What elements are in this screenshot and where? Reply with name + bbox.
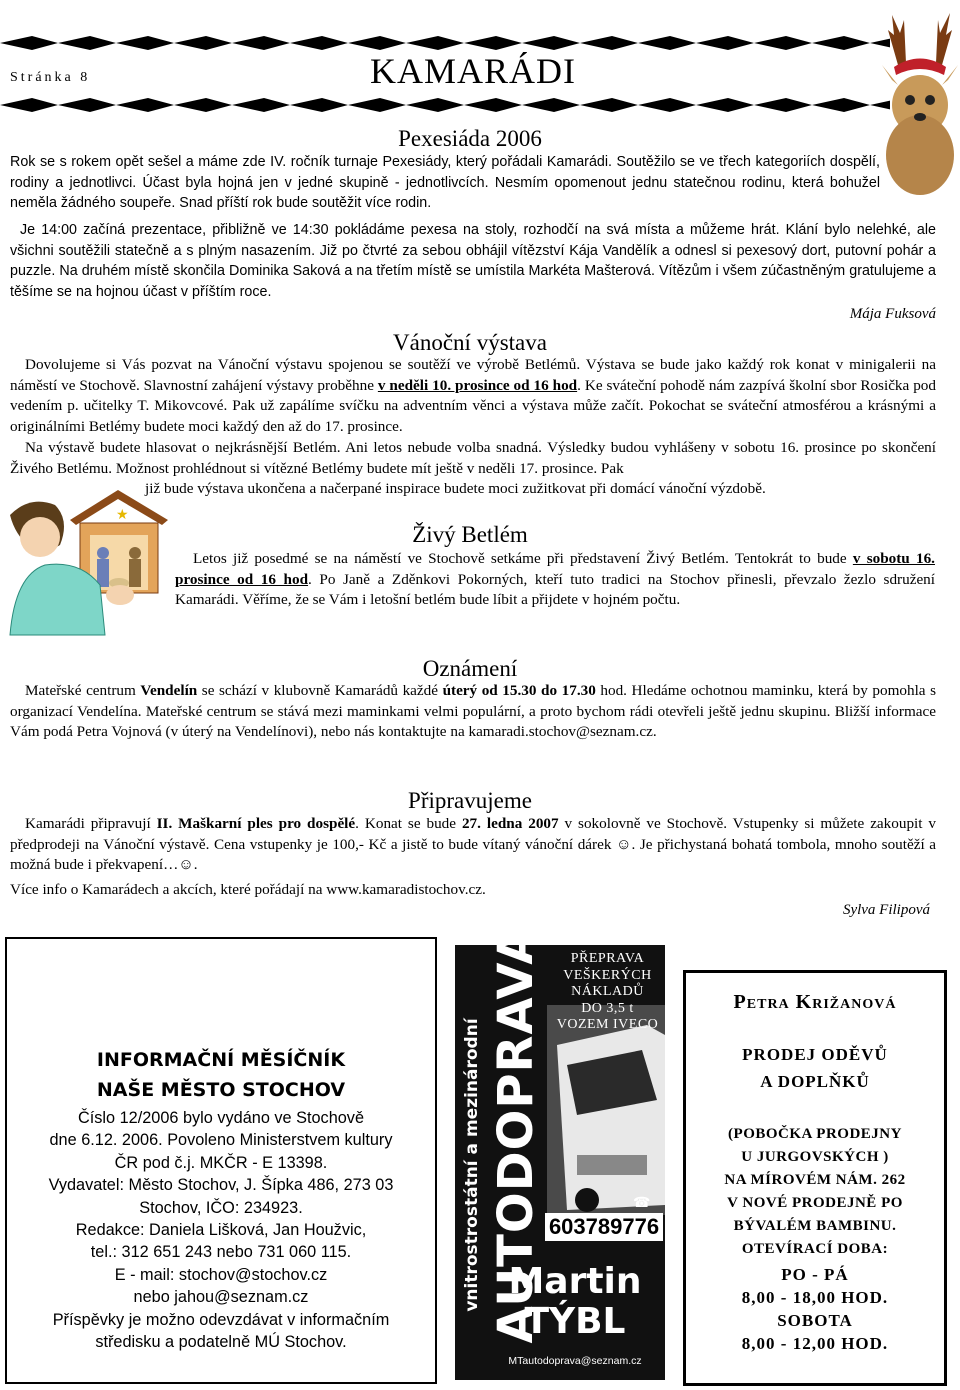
pripravujeme-paragraph: Kamarádi připravují II. Maškarní ples pro dospělé. Konat se bude 27. ledna 2007 v sokolovně ve Stochově. Vstupenky si můžete zakoupit v předprodeji na Vánoční výstavě. Cena vstupenky je 100,- Kč a jistě to bude vítaný vánoční dárek ☺. Je přichystaná bohatá tombola, mnoho soutěží a možná bude i překvapení…☺. <box>10 815 937 874</box>
vystava-paragraph-1: Dovolujeme si Vás pozvat na Vánoční výstavu spojenou se soutěží ve výrobě Betlémů. Výstava se bude jako každý rok konat v minigalerii na náměstí ve Stochově. Slavnostní zahájení výstavy proběhne v neděli 10. prosince od 16 hod. Ke sváteční pohodě nám zazpívá školní sbor Rosička pod vedením p. učitelky T. Mikovcové. Pak už zapálíme svíčku na adventním věnci a výstava může začít. Pokochat se sváteční atmosférou a krásnými a originálními Betlémy budete moci každý den až do 17. prosince. <box>10 356 936 436</box>
ad-line: A DOPLŇKŮ <box>760 1072 870 1091</box>
section-title-pexesiada: Pexesiáda 2006 <box>398 126 542 151</box>
section-title-pripravujeme: Připravujeme <box>408 788 532 813</box>
info-box-line: ČR pod č.j. MKČR - E 13398. <box>114 1153 328 1172</box>
header-zigzag-bottom <box>0 96 890 114</box>
betlem-paragraph: Letos již posedmé se na náměstí ve Stochově setkáme při představení Živý Betlém. Tentokrát to bude v sobotu 16. prosince od 16 hod. Po Janě a Zděnkovi Pokorných, kteří tuto tradici na Stochov přinesli, převzalo žezlo sdružení Kamarádi. Věříme, že se Vám i letošní betlém bude líbit a přijdete v hojném počtu. <box>175 550 935 609</box>
autodoprava-sign-line: DO 3,5 t <box>581 1000 634 1016</box>
section-title-oznameni: Oznámení <box>422 656 518 681</box>
autodoprava-name-1: Martin <box>508 1261 642 1302</box>
ad-line: BÝVALÉM BAMBINU. <box>733 1218 897 1234</box>
ad-line: V NOVÉ PRODEJNĚ PO <box>727 1195 903 1211</box>
autodoprava-phone: 603789776 <box>545 1213 663 1241</box>
advertiser-name: Petra Križanová <box>733 991 897 1013</box>
dog-with-antlers-illustration <box>880 5 960 200</box>
pexesiada-author: Mája Fuksová <box>849 306 936 322</box>
autodoprava-email: MTautodoprava@seznam.cz <box>508 1355 642 1367</box>
ad-line: SOBOTA <box>777 1311 853 1330</box>
pripravujeme-author: Sylva Filipová <box>842 902 930 918</box>
autodoprava-name-2: TÝBL <box>524 1301 626 1342</box>
autodoprava-sign-line: VOZEM IVECO <box>556 1017 659 1032</box>
ad-line: 8,00 - 18,00 HOD. <box>741 1288 889 1307</box>
vystava-date: v neděli 10. prosince od 16 hod <box>377 376 578 394</box>
vystava-paragraph-2: Na výstavě budete hlasovat o nejkrásnější Betlém. Ani letos nebude volba snadná. Výsledky budou vyhlášeny v sobotu 16. prosince po skončení Živého Betlému. Možnost prohlédnout si vítězné Betlémy budete mít ještě v neděli 17. prosince. Pak <box>10 439 936 477</box>
autodoprava-sign-line: VEŠKERÝCH <box>563 967 652 983</box>
nativity-scene-illustration <box>0 475 172 637</box>
pexesiada-paragraph-2: Je 14:00 začíná prezentace, přibližně ve 14:30 pokládáme pexesa na stoly, rozhodčí na svá místa a můžeme hrát. Klání bylo nelehké, ale všichni soutěžili statečně a s plným nasazením. Již po čtvrté za sebou obhájil vítězství Kája Vandělík a odnesl si pexesový dort, putovní pohár a puzzle. Na druhém místě skončila Dominika Saková a na třetím místě se umístila Markéta Mašterová. Vítězům i všem zúčastněným gratulujeme a těšíme se na hojnou účast v příštím roce. <box>10 222 936 301</box>
autodoprava-sign-line: PŘEPRAVA <box>570 951 645 966</box>
svg-text:★: ★ <box>116 508 129 523</box>
info-box-line: tel.: 312 651 243 nebo 731 060 115. <box>90 1243 352 1262</box>
info-box-line: E - mail: stochov@stochov.cz <box>114 1265 328 1284</box>
autodoprava-advertisement <box>455 926 665 1380</box>
info-box-line: dne 6.12. 2006. Povoleno Ministerstvem kultury <box>49 1131 393 1150</box>
masthead-title: KAMARÁDI <box>370 51 576 91</box>
ad-line: NA MÍROVÉM NÁM. 262 <box>724 1172 906 1188</box>
vystava-paragraph-3: již bude výstava ukončena a načerpané inspirace budete moci zužitkovat při domácí vánoční výzdobě. <box>145 480 766 497</box>
autodoprava-brand: AUTODOPRAVA <box>488 926 544 1344</box>
autodoprava-side-text: vnitrostrostátní a mezinárodní <box>462 1018 482 1312</box>
section-title-vystava: Vánoční výstava <box>393 330 547 355</box>
ad-line: PRODEJ ODĚVŮ <box>742 1045 888 1064</box>
ad-line: PO - PÁ <box>781 1265 849 1284</box>
section-title-betlem: Živý Betlém <box>412 522 528 547</box>
betlem-date: v sobotu 16. prosince od 16 hod <box>175 550 935 588</box>
info-box-line: Redakce: Daniela Lišková, Jan Houžvic, <box>75 1221 367 1240</box>
phone-icon: ☎ <box>633 1196 651 1211</box>
ad-line: (POBOČKA PRODEJNY <box>728 1126 902 1142</box>
info-box-title-2: NAŠE MĚSTO STOCHOV <box>96 1079 346 1101</box>
info-box-line: středisku a podatelně MÚ Stochov. <box>95 1333 347 1352</box>
info-box-line: Číslo 12/2006 bylo vydáno ve Stochově <box>77 1109 364 1127</box>
info-box-line: Vydavatel: Město Stochov, J. Šípka 486, 273 03 <box>48 1176 394 1195</box>
pripravujeme-more-info: Více info o Kamarádech a akcích, které pořádají na www.kamaradistochov.cz. <box>10 881 486 898</box>
pexesiada-paragraph-1: Rok se s rokem opět sešel a máme zde IV. ročník turnaje Pexesiády, který pořádali Kamarádi. Soutěžilo se ve třech kategoriích dospělí, rodiny a jednotlivci. Účast byla hojná jen v jedné skupině - jednotlivcích. Nesmím opomenout jednu statečnou rodinu, která bohužel neměla žádného soupeře. Snad příští rok bude soutěžit více rodin. <box>10 154 880 212</box>
info-box <box>5 937 437 1384</box>
van-photo <box>547 1005 665 1215</box>
info-box-line: Příspěvky je možno odevzdávat v informačním <box>52 1310 390 1329</box>
ad-line: U JURGOVSKÝCH ) <box>741 1149 889 1165</box>
ad-line: 8,00 - 12,00 HOD. <box>741 1334 889 1353</box>
ad-line: OTEVÍRACÍ DOBA: <box>741 1241 889 1257</box>
autodoprava-sign-line: NÁKLADŮ <box>571 984 644 999</box>
oznameni-paragraph: Mateřské centrum Vendelín se schází v klubovně Kamarádů každé úterý od 15.30 do 17.30 hod. Hledáme ochotnou maminku, která by pomohla s organizací Vendelína. Mateřské centrum se stává mezi maminkami velmi populární, a proto bychom rádi otevřeli ještě jednu skupinu. Bližší informace Vám podá Petra Vojnová (v úterý na Vendelínovi), nebo nás kontaktujte na kamaradi.stochov@seznam.cz. <box>10 682 937 741</box>
info-box-line: nebo jahou@seznam.cz <box>133 1288 309 1307</box>
petra-krizanova-advertisement <box>683 970 947 1386</box>
info-box-title-1: INFORMAČNÍ MĚSÍČNÍK <box>96 1049 346 1071</box>
page-number: Stránka 8 <box>10 70 91 85</box>
info-box-line: Stochov, IČO: 234923. <box>139 1198 303 1217</box>
